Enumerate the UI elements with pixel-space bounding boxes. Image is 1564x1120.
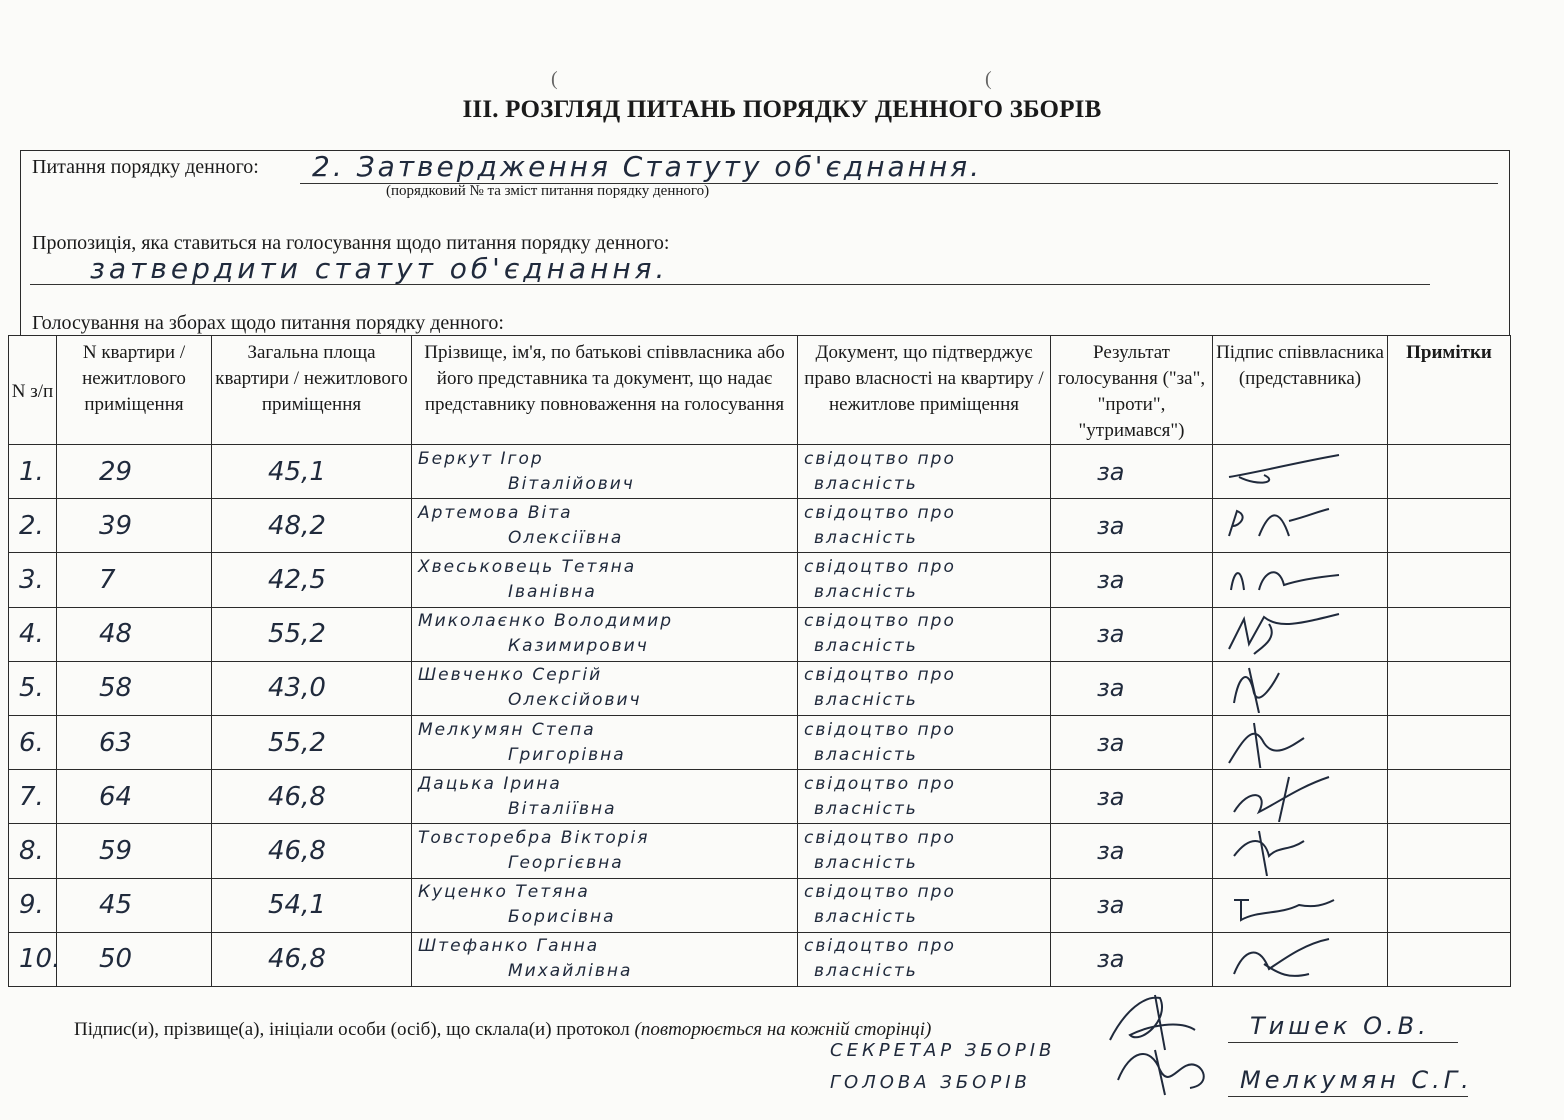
cell-result	[1051, 932, 1213, 986]
cell-apartment	[57, 715, 212, 769]
chair-role: ГОЛОВА ЗБОРІВ	[830, 1072, 1031, 1093]
document-line-2: власність	[814, 744, 918, 765]
cell-result	[1051, 878, 1213, 932]
table-row	[9, 715, 1511, 769]
voting-label: Голосування на зборах щодо питання порядку денного:	[32, 312, 504, 334]
row-area: 46,8	[268, 944, 326, 975]
owner-line-2: Віталіївна	[508, 798, 617, 819]
cell-result	[1051, 607, 1213, 661]
header-owner: Прізвище, ім'я, по батькові співвласника або його представника та документ, що надає представнику повноваження на голосування	[412, 336, 798, 445]
cell-num	[9, 770, 57, 824]
cell-area	[212, 607, 412, 661]
document-line-2: власність	[814, 961, 918, 982]
owner-line-2: Олексійович	[508, 690, 642, 711]
owner-line-1: Товсторебра Вікторія	[418, 827, 650, 848]
cell-signature	[1213, 499, 1388, 553]
cell-area	[212, 499, 412, 553]
cell-document	[798, 553, 1051, 607]
document-line-1: свідоцтво про	[804, 882, 956, 903]
row-area: 43,0	[268, 673, 326, 704]
cell-notes	[1388, 499, 1511, 553]
cell-num	[9, 607, 57, 661]
owner-signature	[1219, 772, 1379, 822]
row-num: 2.	[19, 510, 44, 541]
cell-signature	[1213, 553, 1388, 607]
footer-note: (повторюється на кожній сторінці)	[634, 1019, 932, 1040]
owner-signature	[1219, 718, 1379, 768]
row-num: 6.	[19, 727, 44, 758]
proposal-value: затвердити статут об'єднання.	[90, 252, 669, 285]
document-line-1: свідоцтво про	[804, 665, 956, 686]
page-mark-right: (	[985, 68, 992, 90]
cell-num	[9, 553, 57, 607]
cell-notes	[1388, 607, 1511, 661]
owner-signature	[1219, 501, 1379, 551]
cell-signature	[1213, 445, 1388, 499]
cell-area	[212, 445, 412, 499]
cell-notes	[1388, 824, 1511, 878]
owner-line-1: Миколаєнко Володимир	[418, 611, 673, 632]
owner-line-2: Іванівна	[508, 581, 597, 602]
row-result: за	[1097, 620, 1125, 649]
footer-label-line	[74, 1019, 931, 1041]
owner-line-2: Віталійович	[508, 473, 635, 494]
row-result: за	[1097, 891, 1125, 920]
row-apartment: 59	[99, 835, 133, 866]
owner-line-2: Олексіївна	[508, 527, 624, 548]
row-apartment: 45	[99, 890, 133, 921]
cell-owner	[412, 715, 798, 769]
owner-line-1: Хвеськовець Тетяна	[418, 556, 637, 577]
header-signature: Підпис співвласника (представника)	[1213, 336, 1388, 445]
table-row	[9, 824, 1511, 878]
row-apartment: 58	[99, 673, 133, 704]
cell-signature	[1213, 661, 1388, 715]
cell-num	[9, 661, 57, 715]
cell-apartment	[57, 553, 212, 607]
cell-document	[798, 824, 1051, 878]
row-result: за	[1097, 565, 1125, 594]
cell-num	[9, 445, 57, 499]
cell-apartment	[57, 499, 212, 553]
cell-area	[212, 661, 412, 715]
document-line-1: свідоцтво про	[804, 827, 956, 848]
owner-signature	[1219, 880, 1379, 930]
cell-apartment	[57, 878, 212, 932]
document-line-2: власність	[814, 907, 918, 928]
cell-area	[212, 878, 412, 932]
proposal-underline	[30, 284, 1430, 285]
cell-owner	[412, 824, 798, 878]
cell-owner	[412, 878, 798, 932]
table-row	[9, 770, 1511, 824]
cell-result	[1051, 824, 1213, 878]
row-apartment: 64	[99, 781, 133, 812]
cell-area	[212, 770, 412, 824]
table-header-row	[9, 336, 1511, 445]
owner-line-1: Куценко Тетяна	[418, 882, 590, 903]
document-line-1: свідоцтво про	[804, 611, 956, 632]
cell-document	[798, 445, 1051, 499]
cell-document	[798, 499, 1051, 553]
owner-line-1: Мелкумян Степа	[418, 719, 596, 740]
row-area: 54,1	[268, 890, 326, 921]
document-line-2: власність	[814, 581, 918, 602]
row-num: 8.	[19, 835, 44, 866]
row-apartment: 63	[99, 727, 133, 758]
chair-name: Мелкумян С.Г.	[1240, 1066, 1473, 1094]
table-row	[9, 607, 1511, 661]
secretary-name-line	[1228, 1042, 1458, 1043]
row-area: 55,2	[268, 727, 326, 758]
cell-owner	[412, 932, 798, 986]
header-apartment: N квартири / нежитлового приміщення	[57, 336, 212, 445]
cell-apartment	[57, 607, 212, 661]
cell-document	[798, 932, 1051, 986]
cell-area	[212, 932, 412, 986]
document-line-1: свідоцтво про	[804, 773, 956, 794]
row-result: за	[1097, 836, 1125, 865]
row-apartment: 7	[99, 564, 116, 595]
document-line-2: власність	[814, 473, 918, 494]
header-document: Документ, що підтверджує право власності на квартиру / нежитлове приміщення	[798, 336, 1051, 445]
table-row	[9, 553, 1511, 607]
cell-num	[9, 878, 57, 932]
section-title: ІІІ. РОЗГЛЯД ПИТАНЬ ПОРЯДКУ ДЕННОГО ЗБОРІВ	[462, 96, 1102, 123]
table-row	[9, 445, 1511, 499]
header-area: Загальна площа квартири / нежитлового приміщення	[212, 336, 412, 445]
row-apartment: 50	[99, 944, 133, 975]
header-result: Результат голосування ("за", "проти", "утримався")	[1051, 336, 1213, 445]
row-num: 10.	[19, 944, 61, 975]
cell-area	[212, 824, 412, 878]
document-line-2: власність	[814, 636, 918, 657]
cell-notes	[1388, 553, 1511, 607]
footer-label: Підпис(и), прізвище(а), ініціали особи (осіб), що склала(и) протокол	[74, 1019, 630, 1040]
row-area: 45,1	[268, 456, 326, 487]
row-num: 9.	[19, 890, 44, 921]
cell-apartment	[57, 770, 212, 824]
cell-result	[1051, 715, 1213, 769]
document-line-2: власність	[814, 527, 918, 548]
cell-result	[1051, 553, 1213, 607]
cell-signature	[1213, 607, 1388, 661]
row-num: 4.	[19, 619, 44, 650]
owner-line-2: Георгієвна	[508, 852, 624, 873]
cell-document	[798, 878, 1051, 932]
cell-signature	[1213, 878, 1388, 932]
cell-num	[9, 499, 57, 553]
owner-line-2: Казимирович	[508, 636, 649, 657]
cell-num	[9, 824, 57, 878]
table-row	[9, 878, 1511, 932]
cell-apartment	[57, 824, 212, 878]
cell-result	[1051, 499, 1213, 553]
row-num: 3.	[19, 564, 44, 595]
chair-signature	[1110, 1040, 1220, 1100]
row-apartment: 29	[99, 456, 133, 487]
document-line-1: свідоцтво про	[804, 719, 956, 740]
owner-line-2: Григорівна	[508, 744, 626, 765]
row-result: за	[1097, 457, 1125, 486]
owner-signature	[1219, 447, 1379, 497]
owner-line-2: Михайлівна	[508, 961, 633, 982]
secretary-name: Тишек О.В.	[1250, 1012, 1430, 1040]
secretary-role: СЕКРЕТАР ЗБОРІВ	[830, 1040, 1056, 1061]
owner-line-2: Борисівна	[508, 907, 616, 928]
cell-apartment	[57, 932, 212, 986]
owner-line-1: Беркут Ігор	[418, 448, 544, 469]
cell-notes	[1388, 878, 1511, 932]
owner-line-1: Артемова Віта	[418, 502, 573, 523]
row-num: 5.	[19, 673, 44, 704]
row-result: за	[1097, 945, 1125, 974]
row-area: 48,2	[268, 510, 326, 541]
cell-document	[798, 770, 1051, 824]
cell-num	[9, 715, 57, 769]
row-result: за	[1097, 782, 1125, 811]
owner-signature	[1219, 826, 1379, 876]
cell-num	[9, 932, 61, 986]
cell-notes	[1388, 715, 1511, 769]
owner-line-1: Дацька Ірина	[418, 773, 562, 794]
chair-name-line	[1228, 1096, 1468, 1097]
cell-owner	[412, 770, 798, 824]
cell-signature	[1213, 715, 1388, 769]
cell-result	[1051, 770, 1213, 824]
row-result: за	[1097, 511, 1125, 540]
row-result: за	[1097, 728, 1125, 757]
owner-signature	[1219, 663, 1379, 713]
row-num: 1.	[19, 456, 44, 487]
cell-owner	[412, 661, 798, 715]
cell-result	[1051, 445, 1213, 499]
cell-notes	[1388, 661, 1511, 715]
owner-signature	[1219, 934, 1379, 984]
header-num: N з/п	[9, 336, 57, 445]
page-mark-left: (	[551, 68, 558, 90]
table-row	[9, 932, 1511, 986]
owner-signature	[1219, 609, 1379, 659]
cell-notes	[1388, 445, 1511, 499]
cell-owner	[412, 499, 798, 553]
agenda-caption: (порядковий № та зміст питання порядку денного)	[386, 183, 710, 199]
proposal-label: Пропозиція, яка ставиться на голосування щодо питання порядку денного:	[32, 232, 670, 254]
cell-document	[798, 715, 1051, 769]
row-area: 46,8	[268, 835, 326, 866]
cell-notes	[1388, 932, 1511, 986]
document-line-1: свідоцтво про	[804, 502, 956, 523]
cell-apartment	[57, 445, 212, 499]
header-notes: Примітки	[1388, 336, 1511, 445]
cell-area	[212, 715, 412, 769]
cell-signature	[1213, 824, 1388, 878]
cell-owner	[412, 607, 798, 661]
cell-notes	[1388, 770, 1511, 824]
document-line-2: власність	[814, 798, 918, 819]
cell-owner	[412, 445, 798, 499]
row-apartment: 39	[99, 510, 133, 541]
owner-line-1: Шевченко Сергій	[418, 665, 603, 686]
cell-apartment	[57, 661, 212, 715]
document-line-2: власність	[814, 690, 918, 711]
owner-line-1: Штефанко Ганна	[418, 936, 600, 957]
agenda-value: 2. Затвердження Статуту об'єднання.	[312, 150, 983, 183]
row-area: 55,2	[268, 619, 326, 650]
row-area: 42,5	[268, 564, 326, 595]
owner-signature	[1219, 555, 1379, 605]
document-line-1: свідоцтво про	[804, 448, 956, 469]
document-line-2: власність	[814, 852, 918, 873]
document-line-1: свідоцтво про	[804, 936, 956, 957]
cell-signature	[1213, 932, 1388, 986]
cell-area	[212, 553, 412, 607]
document-line-1: свідоцтво про	[804, 556, 956, 577]
row-apartment: 48	[99, 619, 133, 650]
cell-owner	[412, 553, 798, 607]
table-row	[9, 499, 1511, 553]
cell-document	[798, 661, 1051, 715]
row-area: 46,8	[268, 781, 326, 812]
row-result: за	[1097, 674, 1125, 703]
votes-table	[8, 335, 1511, 987]
cell-signature	[1213, 770, 1388, 824]
cell-document	[798, 607, 1051, 661]
cell-result	[1051, 661, 1213, 715]
row-num: 7.	[19, 781, 44, 812]
table-row	[9, 661, 1511, 715]
agenda-label: Питання порядку денного:	[32, 156, 259, 178]
